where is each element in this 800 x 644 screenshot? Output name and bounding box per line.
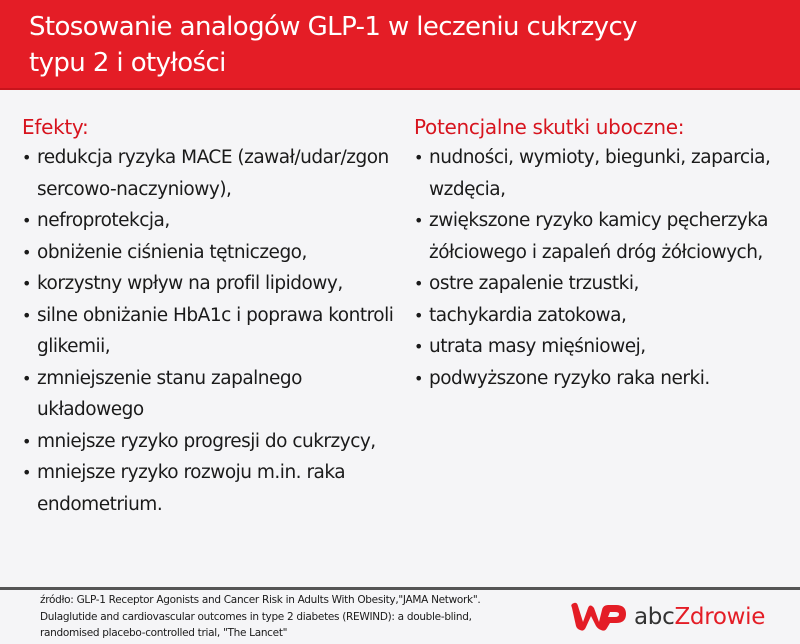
list-item: • obniżenie ciśnienia tętniczego, [22, 237, 402, 269]
bullet-icon: • [22, 242, 31, 262]
side-effects-heading: Potencjalne skutki uboczne: [414, 115, 685, 139]
list-item: • utrata masy mięśniowej, [414, 331, 798, 363]
bullet-icon: • [22, 463, 31, 482]
list-item: • korzystny wpływ na profil lipidowy, [22, 268, 402, 300]
bullet-icon: • [414, 305, 423, 325]
title-line-1: Stosowanie analogów GLP-1 w leczeniu cukrzycy [29, 12, 637, 42]
logo-text-abc: abc [634, 604, 675, 630]
list-item: • nefroprotekcja, [22, 205, 402, 237]
effects-heading: Efekty: [22, 115, 89, 139]
list-item: • podwyższone ryzyko raka nerki. [414, 363, 798, 395]
list-item: • ostre zapalenie trzustki, [414, 268, 798, 300]
footer-divider [0, 587, 800, 590]
source-line-3: randomised placebo-controlled trial, "The Lancet" [40, 627, 288, 639]
bullet-icon: • [22, 368, 31, 388]
wp-logo-icon [568, 600, 628, 634]
logo-text-zdrowie: Zdrowie [674, 604, 766, 630]
source-citation [40, 592, 550, 642]
source-line-2: Dulaglutide and cardiovascular outcomes in type 2 diabetes (REWIND): a double-blind, [40, 610, 472, 623]
list-item: • tachykardia zatokowa, [414, 300, 798, 332]
source-line-1: źródło: GLP-1 Receptor Agonists and Cancer Risk in Adults With Obesity,"JAMA Network". [40, 594, 481, 606]
list-item: • mniejsze ryzyko progresji do cukrzycy, [22, 426, 402, 458]
page-title [29, 9, 769, 81]
bullet-icon: • [22, 431, 31, 451]
abczdrowie-logo [568, 597, 765, 637]
title-banner [0, 0, 800, 90]
side-effects-list [414, 142, 798, 394]
list-item: • zwiększone ryzyko kamicy pęcherzyka żółciowego i zapaleń dróg żółciowych, [414, 205, 798, 268]
list-item: • silne obniżanie HbA1c i poprawa kontroli glikemii, [22, 300, 402, 363]
list-item: • redukcja ryzyka MACE (zawał/udar/zgon sercowo-naczyniowy), [22, 142, 402, 205]
bullet-icon: • [22, 274, 31, 293]
list-item: • zmniejszenie stanu zapalnego układowego [22, 363, 402, 426]
bullet-icon: • [414, 148, 423, 167]
bullet-icon: • [22, 305, 31, 325]
list-item: • nudności, wymioty, biegunki, zaparcia, wzdęcia, [414, 142, 798, 205]
effects-section [22, 114, 402, 520]
title-line-2: typu 2 i otyłości [29, 48, 226, 78]
side-effects-section [414, 114, 798, 394]
list-item: • mniejsze ryzyko rozwoju m.in. raka endometrium. [22, 457, 402, 520]
bullet-icon: • [414, 274, 423, 293]
bullet-icon: • [22, 211, 31, 230]
bullet-icon: • [414, 211, 423, 230]
effects-list [22, 142, 402, 520]
bullet-icon: • [414, 368, 423, 388]
bullet-icon: • [414, 337, 423, 356]
bullet-icon: • [22, 148, 31, 167]
